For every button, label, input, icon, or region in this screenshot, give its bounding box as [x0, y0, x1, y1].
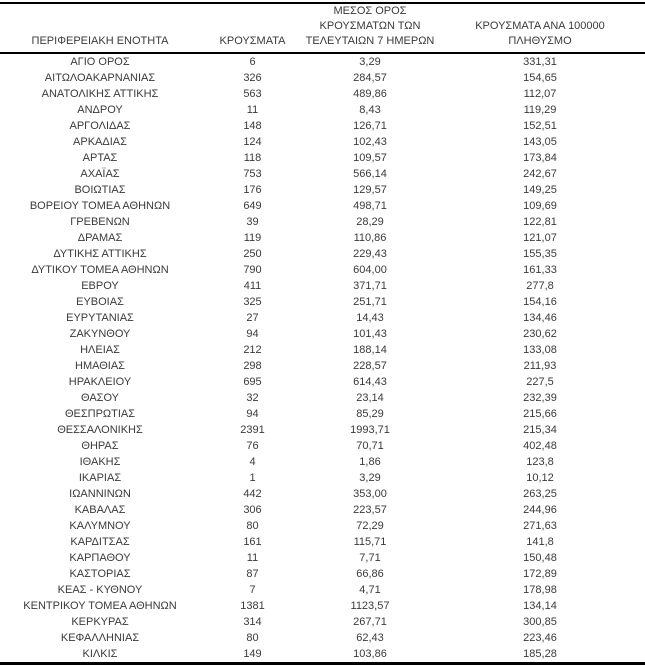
table-row — [0, 390, 645, 406]
per100k-value-cell: 150,48 — [523, 552, 557, 564]
cases-value-cell: 39 — [246, 216, 259, 228]
table-row — [0, 166, 645, 182]
per100k-value-cell: 123,8 — [526, 456, 554, 468]
avg7-value-cell: 229,43 — [353, 248, 387, 260]
cases-value-cell: 148 — [243, 120, 262, 132]
cases-value-cell: 306 — [243, 504, 262, 516]
region-name-cell: ΚΑΡΠΑΘΟΥ — [69, 552, 131, 564]
per100k-value-cell: 149,25 — [523, 184, 557, 196]
per100k-value-cell: 230,62 — [523, 328, 557, 340]
avg7-value-cell: 103,86 — [353, 648, 387, 660]
table-row — [0, 486, 645, 502]
per100k-value-cell: 185,28 — [523, 648, 557, 660]
per100k-value-cell: 277,8 — [526, 280, 554, 292]
table-row — [0, 134, 645, 150]
per100k-value-cell: 161,33 — [523, 264, 557, 276]
avg7-value-cell: 604,00 — [353, 264, 387, 276]
cases-value-cell: 27 — [246, 312, 259, 324]
cases-value-cell: 790 — [243, 264, 262, 276]
cases-value-cell: 11 — [246, 552, 259, 564]
per100k-value-cell: 152,51 — [523, 120, 557, 132]
cases-value-cell: 87 — [246, 568, 259, 580]
cases-value-cell: 649 — [243, 200, 262, 212]
per100k-value-cell: 232,39 — [523, 392, 557, 404]
avg7-value-cell: 102,43 — [353, 136, 387, 148]
table-row — [0, 582, 645, 598]
cases-value-cell: 11 — [246, 104, 259, 116]
table-row — [0, 150, 645, 166]
avg7-value-cell: 566,14 — [353, 168, 387, 180]
region-name-cell: ΑΡΚΑΔΙΑΣ — [73, 136, 127, 148]
avg7-value-cell: 109,57 — [353, 152, 387, 164]
table-row — [0, 566, 645, 582]
avg7-value-cell: 3,29 — [359, 56, 381, 68]
cases-value-cell: 1 — [249, 472, 256, 484]
region-name-cell: ΗΡΑΚΛΕΙΟΥ — [68, 376, 132, 388]
per100k-value-cell: 215,34 — [523, 424, 557, 436]
avg7-value-cell: 353,00 — [353, 488, 387, 500]
cases-value-cell: 2391 — [240, 424, 265, 436]
cases-value-cell: 149 — [243, 648, 262, 660]
region-name-cell: ΘΑΣΟΥ — [80, 392, 120, 404]
column-header-cases — [200, 3, 305, 53]
per100k-value-cell: 215,66 — [523, 408, 557, 420]
cases-value-cell: 212 — [243, 344, 262, 356]
column-header-avg7 — [305, 3, 435, 53]
table-row — [0, 102, 645, 118]
per100k-value-cell: 134,46 — [523, 312, 557, 324]
region-name-cell: ΑΝΔΡΟΥ — [77, 104, 123, 116]
table-row — [0, 502, 645, 518]
table-row — [0, 342, 645, 358]
avg7-value-cell: 267,71 — [353, 616, 387, 628]
region-name-cell: ΗΛΕΙΑΣ — [80, 344, 120, 356]
per100k-value-cell: 112,07 — [523, 88, 557, 100]
region-name-cell: ΙΚΑΡΙΑΣ — [78, 472, 122, 484]
region-name-cell: ΚΑΒΑΛΑΣ — [74, 504, 126, 516]
table-row — [0, 198, 645, 214]
avg7-value-cell: 14,43 — [356, 312, 384, 324]
table-row — [0, 230, 645, 246]
cases-value-cell: 118 — [243, 152, 262, 164]
cases-value-cell: 411 — [243, 280, 262, 292]
region-name-cell: ΔΥΤΙΚΟΥ ΤΟΜΕΑ ΑΘΗΝΩΝ — [31, 264, 169, 276]
avg7-value-cell: 1993,71 — [350, 424, 390, 436]
per100k-value-cell: 173,84 — [523, 152, 557, 164]
per100k-value-cell: 172,89 — [523, 568, 557, 580]
cases-value-cell: 176 — [243, 184, 262, 196]
per100k-value-cell: 10,12 — [526, 472, 554, 484]
region-name-cell: ΑΡΓΟΛΙΔΑΣ — [69, 120, 131, 132]
per100k-value-cell: 242,67 — [523, 168, 557, 180]
avg7-value-cell: 101,43 — [353, 328, 387, 340]
column-header-avg7-line1: ΜΕΣΟΣ ΟΡΟΣ — [333, 5, 407, 17]
avg7-value-cell: 70,71 — [356, 440, 384, 452]
cases-value-cell: 250 — [243, 248, 262, 260]
avg7-value-cell: 8,43 — [359, 104, 381, 116]
region-name-cell: ΕΥΒΟΙΑΣ — [76, 296, 124, 308]
avg7-value-cell: 251,71 — [353, 296, 387, 308]
per100k-value-cell: 122,81 — [523, 216, 557, 228]
region-name-cell: ΒΟΙΩΤΙΑΣ — [74, 184, 126, 196]
per100k-value-cell: 154,16 — [523, 296, 557, 308]
per100k-value-cell: 300,85 — [523, 616, 557, 628]
avg7-value-cell: 126,71 — [353, 120, 387, 132]
column-header-per100k-line1: ΚΡΟΥΣΜΑΤΑ ΑΝΑ 100000 — [475, 20, 605, 32]
cases-value-cell: 326 — [243, 72, 262, 84]
table-row — [0, 534, 645, 550]
region-name-cell: ΘΗΡΑΣ — [81, 440, 119, 452]
region-name-cell: ΑΓΙΟ ΟΡΟΣ — [70, 56, 130, 68]
table-row — [0, 214, 645, 230]
avg7-value-cell: 284,57 — [353, 72, 387, 84]
column-header-per100k-line2: ΠΛΗΘΥΣΜΟ — [508, 35, 572, 47]
table-row — [0, 598, 645, 614]
region-name-cell: ΖΑΚΥΝΘΟΥ — [69, 328, 131, 340]
region-name-cell: ΘΕΣΠΡΩΤΙΑΣ — [64, 408, 136, 420]
avg7-value-cell: 4,71 — [359, 584, 381, 596]
per100k-value-cell: 154,65 — [523, 72, 557, 84]
avg7-value-cell: 85,29 — [356, 408, 384, 420]
table-header — [0, 3, 645, 53]
table-row — [0, 53, 645, 70]
table-row — [0, 518, 645, 534]
cases-value-cell: 124 — [243, 136, 262, 148]
region-name-cell: ΚΕΑΣ - ΚΥΘΝΟΥ — [57, 584, 143, 596]
avg7-value-cell: 614,43 — [353, 376, 387, 388]
region-name-cell: ΘΕΣΣΑΛΟΝΙΚΗΣ — [57, 424, 143, 436]
region-name-cell: ΚΕΡΚΥΡΑΣ — [71, 616, 129, 628]
per100k-value-cell: 331,31 — [523, 56, 557, 68]
cases-value-cell: 94 — [246, 408, 259, 420]
cases-value-cell: 80 — [246, 520, 259, 532]
avg7-value-cell: 115,71 — [353, 536, 387, 548]
cases-value-cell: 6 — [249, 56, 256, 68]
region-name-cell: ΔΡΑΜΑΣ — [77, 232, 123, 244]
table-row — [0, 262, 645, 278]
region-name-cell: ΚΑΡΔΙΤΣΑΣ — [70, 536, 130, 548]
table-row — [0, 406, 645, 422]
cases-value-cell: 563 — [243, 88, 262, 100]
region-name-cell: ΔΥΤΙΚΗΣ ΑΤΤΙΚΗΣ — [53, 248, 147, 260]
table-body — [0, 53, 645, 664]
table-row — [0, 118, 645, 134]
table-row — [0, 294, 645, 310]
per100k-value-cell: 263,25 — [523, 488, 557, 500]
per100k-value-cell: 178,98 — [523, 584, 557, 596]
cases-value-cell: 32 — [246, 392, 259, 404]
table-row — [0, 326, 645, 342]
column-header-region-label: ΠΕΡΙΦΕΡΕΙΑΚΗ ΕΝΟΤΗΤΑ — [31, 35, 169, 47]
per100k-value-cell: 119,29 — [523, 104, 557, 116]
region-name-cell: ΒΟΡΕΙΟΥ ΤΟΜΕΑ ΑΘΗΝΩΝ — [29, 200, 171, 212]
region-name-cell: ΑΙΤΩΛΟΑΚΑΡΝΑΝΙΑΣ — [44, 72, 156, 84]
table-row — [0, 310, 645, 326]
cases-value-cell: 298 — [243, 360, 262, 372]
cases-value-cell: 76 — [246, 440, 259, 452]
region-name-cell: ΚΕΝΤΡΙΚΟΥ ΤΟΜΕΑ ΑΘΗΝΩΝ — [23, 600, 177, 612]
table-row — [0, 646, 645, 664]
cases-value-cell: 325 — [243, 296, 262, 308]
table-row — [0, 630, 645, 646]
region-name-cell: ΙΩΑΝΝΙΝΩΝ — [69, 488, 131, 500]
avg7-value-cell: 23,14 — [356, 392, 384, 404]
region-name-cell: ΚΑΣΤΟΡΙΑΣ — [69, 568, 131, 580]
avg7-value-cell: 72,29 — [356, 520, 384, 532]
cases-value-cell: 80 — [246, 632, 259, 644]
avg7-value-cell: 223,57 — [353, 504, 387, 516]
avg7-value-cell: 371,71 — [353, 280, 387, 292]
per100k-value-cell: 227,5 — [526, 376, 554, 388]
table-row — [0, 86, 645, 102]
region-name-cell: ΗΜΑΘΙΑΣ — [75, 360, 125, 372]
region-name-cell: ΓΡΕΒΕΝΩΝ — [70, 216, 130, 228]
per100k-value-cell: 141,8 — [526, 536, 554, 548]
per100k-value-cell: 155,35 — [523, 248, 557, 260]
table-row — [0, 374, 645, 390]
table-row — [0, 614, 645, 630]
region-name-cell: ΑΝΑΤΟΛΙΚΗΣ ΑΤΤΙΚΗΣ — [41, 88, 159, 100]
table-row — [0, 70, 645, 86]
per100k-value-cell: 223,46 — [523, 632, 557, 644]
table-row — [0, 182, 645, 198]
column-header-per100k — [435, 3, 645, 53]
table-row — [0, 470, 645, 486]
avg7-value-cell: 1123,57 — [350, 600, 390, 612]
table-row — [0, 422, 645, 438]
cases-value-cell: 695 — [243, 376, 262, 388]
per100k-value-cell: 121,07 — [523, 232, 557, 244]
per100k-value-cell: 109,69 — [523, 200, 557, 212]
column-header-cases-label: ΚΡΟΥΣΜΑΤΑ — [219, 35, 286, 47]
avg7-value-cell: 110,86 — [353, 232, 387, 244]
avg7-value-cell: 62,43 — [356, 632, 384, 644]
region-name-cell: ΙΘΑΚΗΣ — [79, 456, 121, 468]
avg7-value-cell: 1,86 — [359, 456, 381, 468]
region-name-cell: ΑΡΤΑΣ — [82, 152, 118, 164]
region-name-cell: ΕΒΡΟΥ — [81, 280, 119, 292]
avg7-value-cell: 7,71 — [359, 552, 381, 564]
per100k-value-cell: 143,05 — [523, 136, 557, 148]
cases-value-cell: 442 — [243, 488, 262, 500]
column-header-region — [0, 3, 200, 53]
cases-value-cell: 314 — [243, 616, 262, 628]
per100k-value-cell: 402,48 — [523, 440, 557, 452]
table-row — [0, 454, 645, 470]
cases-value-cell: 161 — [243, 536, 262, 548]
avg7-value-cell: 3,29 — [359, 472, 381, 484]
column-header-avg7-line2: ΚΡΟΥΣΜΑΤΩΝ ΤΩΝ — [319, 20, 421, 32]
table-row — [0, 358, 645, 374]
cases-value-cell: 4 — [249, 456, 256, 468]
cases-value-cell: 1381 — [240, 600, 265, 612]
region-name-cell: ΑΧΑΪΑΣ — [80, 168, 120, 180]
avg7-value-cell: 489,86 — [353, 88, 387, 100]
regional-cases-table — [0, 2, 645, 665]
avg7-value-cell: 188,14 — [353, 344, 387, 356]
cases-value-cell: 94 — [246, 328, 259, 340]
column-header-avg7-line3: ΤΕΛΕΥΤΑΙΩΝ 7 ΗΜΕΡΩΝ — [305, 35, 435, 47]
cases-value-cell: 7 — [249, 584, 256, 596]
region-name-cell: ΚΙΛΚΙΣ — [82, 648, 118, 660]
per100k-value-cell: 244,96 — [523, 504, 557, 516]
avg7-value-cell: 66,86 — [356, 568, 384, 580]
table-row — [0, 550, 645, 566]
avg7-value-cell: 498,71 — [353, 200, 387, 212]
avg7-value-cell: 228,57 — [353, 360, 387, 372]
avg7-value-cell: 129,57 — [353, 184, 387, 196]
table-row — [0, 278, 645, 294]
per100k-value-cell: 211,93 — [523, 360, 557, 372]
region-name-cell: ΚΕΦΑΛΛΗΝΙΑΣ — [60, 632, 140, 644]
cases-value-cell: 119 — [243, 232, 262, 244]
cases-value-cell: 753 — [243, 168, 262, 180]
region-name-cell: ΕΥΡΥΤΑΝΙΑΣ — [66, 312, 134, 324]
per100k-value-cell: 133,08 — [523, 344, 557, 356]
region-name-cell: ΚΑΛΥΜΝΟΥ — [69, 520, 131, 532]
table-row — [0, 246, 645, 262]
per100k-value-cell: 271,63 — [523, 520, 557, 532]
per100k-value-cell: 134,14 — [523, 600, 557, 612]
table-row — [0, 438, 645, 454]
avg7-value-cell: 28,29 — [356, 216, 384, 228]
